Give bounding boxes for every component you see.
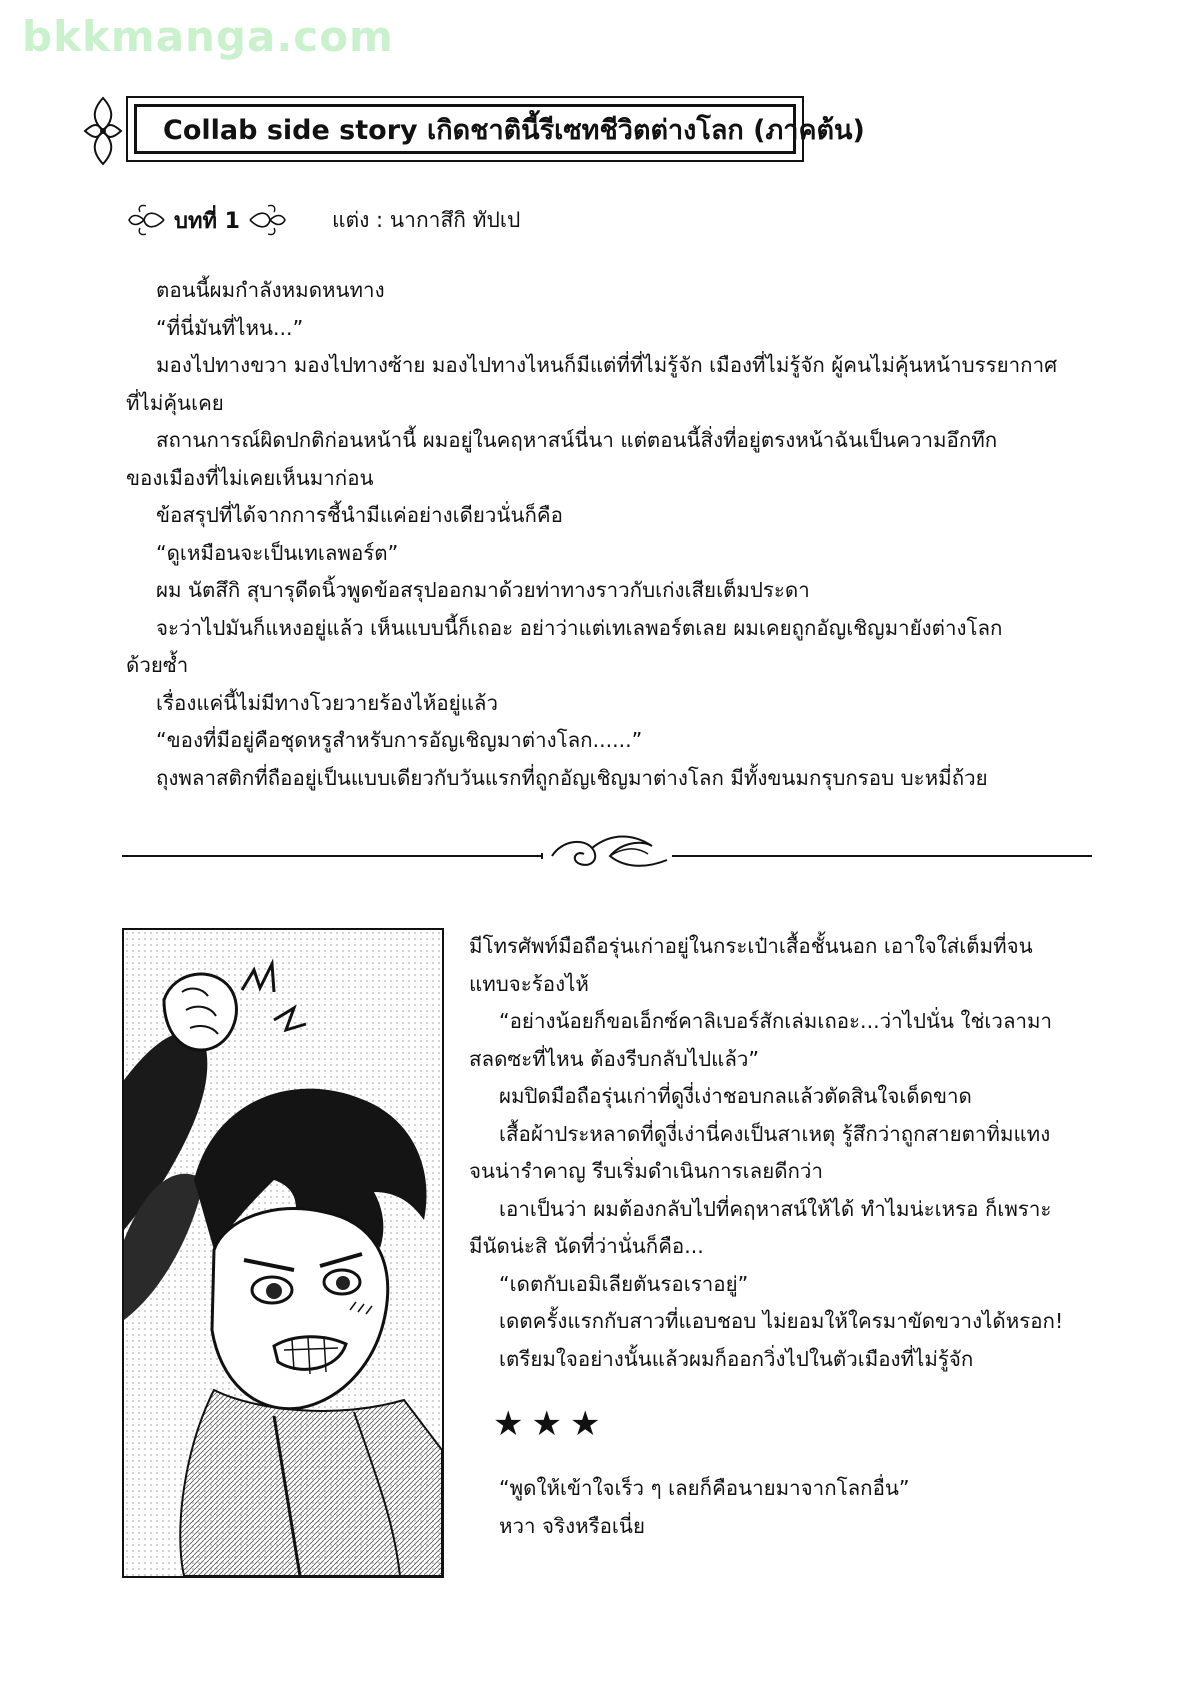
column-paragraphs — [469, 928, 1089, 1378]
paragraph-line: “เดตกับเอมิเลียตันรอเราอยู่” — [499, 1271, 749, 1296]
title-box — [126, 96, 865, 162]
character-illustration-icon — [124, 930, 442, 1576]
paragraph-line: “อย่างน้อยก็ขอเอ็กซ์คาลิเบอร์สักเล่มเถอะ...ว่าไปนั่น ใช่เวลามา — [499, 1009, 1053, 1033]
paragraph-line: “ของที่มีอยู่คือชุดหรูสำหรับการอัญเชิญมาต่างโลก......” — [156, 728, 643, 752]
paragraph-line: สลดซะที่ไหน ต้องรีบกลับไปแล้ว” — [469, 1046, 760, 1071]
paragraph-line: จนน่ารำคาญ รีบเริ่มดำเนินการเลยดีกว่า — [469, 1159, 823, 1183]
right-column-text — [469, 928, 1089, 1545]
section-break: ★★★ — [493, 1404, 609, 1444]
paragraph-line: มองไปทางขวา มองไปทางซ้าย มองไปทางไหนก็มีแต่ที่ที่ไม่รู้จัก เมืองที่ไม่รู้จัก ผู้คนไม่คุ้นหน้าบรรยากาศ — [156, 353, 1058, 377]
paragraph-line: ด้วยซ้ำ — [126, 653, 189, 677]
paragraph-line: ที่ไม่คุ้นเคย — [126, 390, 224, 415]
paragraph-line: แทบจะร้องไห้ — [469, 971, 589, 996]
paragraph-line: หวา จริงหรือเนี่ย — [499, 1513, 645, 1538]
paragraph-line: เอาเป็นว่า ผมต้องกลับไปที่คฤหาสน์ให้ได้ ทำไมน่ะเหรอ ก็เพราะ — [499, 1196, 1052, 1221]
paragraph-line: เสื้อผ้าประหลาดที่ดูงี่เง่านี่คงเป็นสาเหตุ รู้สึกว่าถูกสายตาทิ่มแทง — [499, 1121, 1051, 1146]
paragraph-line: เตรียมใจอย่างนั้นแล้วผมก็ออกวิ่งไปในตัวเมืองที่ไม่รู้จัก — [499, 1346, 974, 1371]
manga-illustration — [122, 928, 444, 1578]
upper-text-block — [126, 272, 1081, 797]
paragraph-line: สถานการณ์ผิดปกติก่อนหน้านี้ ผมอยู่ในคฤหาสน์นี่นา แต่ตอนนี้สิ่งที่อยู่ตรงหน้าฉันเป็นความอึกทึก — [156, 428, 998, 452]
closing-paragraphs — [469, 1470, 1089, 1545]
title-box-inner — [134, 104, 865, 154]
paragraph-line: “ที่นี่มันที่ไหน...” — [156, 315, 304, 340]
paragraph-line: ตอนนี้ผมกำลังหมดหนทาง — [156, 278, 385, 302]
author-credit: แต่ง : นากาสึกิ ทัปเป — [331, 207, 521, 232]
story-title: Collab side story เกิดชาตินี้รีเซทชีวิตต่างโลก (ภาคต้น) — [163, 114, 865, 146]
paragraph-line: ผมปิดมือถือรุ่นเก่าที่ดูงี่เง่าชอบกลแล้วตัดสินใจเด็ดขาด — [499, 1084, 972, 1108]
site-watermark: bkkmanga.com — [22, 12, 394, 61]
paragraph-line: “ดูเหมือนจะเป็นเทเลพอร์ต” — [156, 540, 399, 565]
chapter-left-ornament-icon — [126, 198, 168, 242]
paragraph-line: จะว่าไปมันก็แหงอยู่แล้ว เห็นแบบนี้ก็เถอะ อย่าว่าแต่เทเลพอร์ตเลย ผมเคยถูกอัญเชิญมายังต่างโลก — [156, 615, 1003, 640]
title-ornament-icon — [82, 96, 124, 166]
paragraph-line: ของเมืองที่ไม่เคยเห็นมาก่อน — [126, 465, 374, 490]
paragraph-line: เรื่องแค่นี้ไม่มีทางโวยวายร้องไห้อยู่แล้ว — [156, 690, 498, 715]
scroll-divider-icon — [122, 826, 1092, 882]
paragraph-line: มีนัดน่ะสิ นัดที่ว่านั่นก็คือ... — [469, 1234, 704, 1258]
paragraph-line: มีโทรศัพท์มือถือรุ่นเก่าอยู่ในกระเป๋าเสื้อชั้นนอก เอาใจใส่เต็มที่จน — [469, 934, 1033, 958]
paragraph-line: “พูดให้เข้าใจเร็ว ๆ เลยก็คือนายมาจากโลกอื่น” — [499, 1476, 910, 1500]
chapter-right-ornament-icon — [246, 198, 288, 242]
chapter-header — [126, 198, 520, 242]
paragraph-line: ถุงพลาสติกที่ถืออยู่เป็นแบบเดียวกับวันแรกที่ถูกอัญเชิญมาต่างโลก มีทั้งขนมกรุบกรอบ บะหมี่ถ้วย — [156, 765, 988, 790]
chapter-label: บทที่ 1 — [174, 208, 240, 234]
paragraph-line: เดตครั้งแรกกับสาวที่แอบชอบ ไม่ยอมให้ใครมาขัดขวางได้หรอก! — [499, 1309, 1064, 1333]
paragraph-line: ผม นัตสึกิ สุบารุดีดนิ้วพูดข้อสรุปออกมาด้วยท่าทางราวกับเก่งเสียเต็มประดา — [156, 578, 810, 602]
paragraph-line: ข้อสรุปที่ได้จากการชี้นำมีแค่อย่างเดียวนั่นก็คือ — [156, 503, 563, 527]
